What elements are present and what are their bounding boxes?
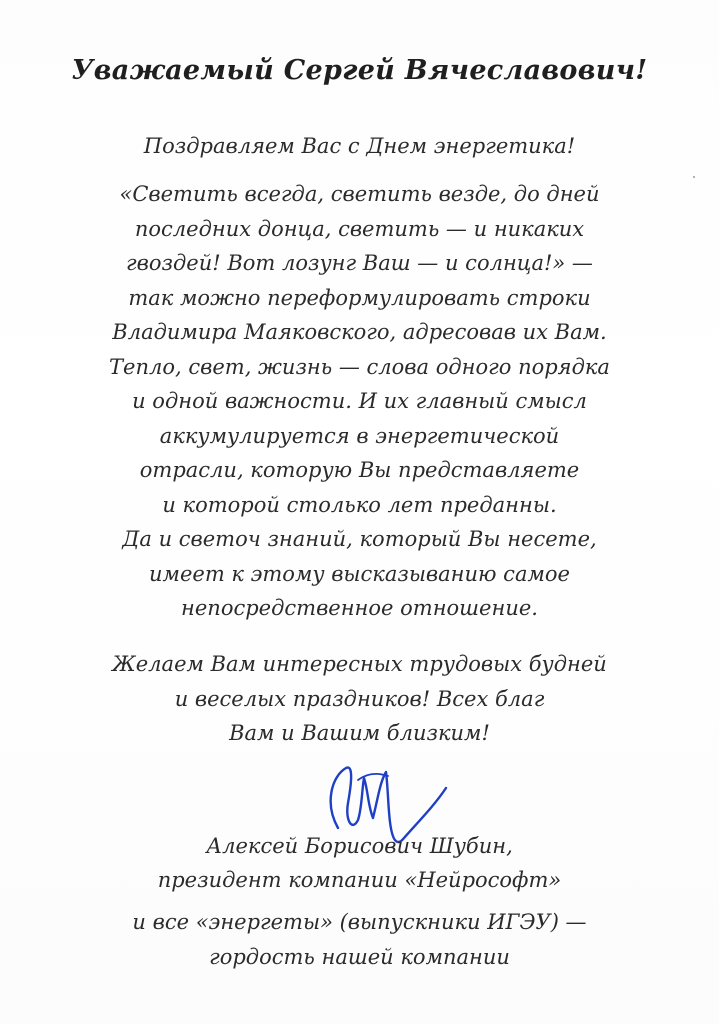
wishes-line: и веселых праздников! Всех благ xyxy=(174,687,545,711)
paragraph-line: аккумулируется в энергетической xyxy=(159,424,560,448)
paragraph-line: имеет к этому высказыванию самое xyxy=(149,562,570,586)
sender-addendum: и все «энергеты» (выпускники ИГЭУ) — xyxy=(132,910,587,934)
paragraph-line: Тепло, свет, жизнь — слова одного порядка xyxy=(109,355,610,379)
sender-addendum: гордость нашей компании xyxy=(209,945,510,969)
paper-speck xyxy=(693,176,695,178)
paragraph-line: «Светить всегда, светить везде, до дней xyxy=(119,182,600,206)
paragraph-line: непосредственное отношение. xyxy=(181,596,538,620)
sender-position: президент компании «Нейрософт» xyxy=(157,868,562,892)
paragraph-line: Владимира Маяковского, адресовав их Вам. xyxy=(112,320,607,344)
paragraph-line: так можно переформулировать строки xyxy=(128,286,591,310)
sender-name: Алексей Борисович Шубин, xyxy=(206,834,513,858)
paragraph-line: отрасли, которую Вы представляете xyxy=(139,458,580,482)
paragraph-line: и одной важности. И их главный смысл xyxy=(132,389,587,413)
paragraph-line: гвоздей! Вот лозунг Ваш — и солнца!» — xyxy=(126,251,593,275)
paragraph-line: последних донца, светить — и никаких xyxy=(134,217,585,241)
paragraph-line: и которой столько лет преданны. xyxy=(162,493,557,517)
greeting: Поздравляем Вас с Днем энергетика! xyxy=(143,134,576,158)
salutation: Уважаемый Сергей Вячеславович! xyxy=(71,55,648,86)
paragraph-line: Да и светоч знаний, который Вы несете, xyxy=(122,527,597,551)
wishes-line: Желаем Вам интересных трудовых будней xyxy=(112,652,607,676)
wishes-line: Вам и Вашим близким! xyxy=(229,721,490,745)
